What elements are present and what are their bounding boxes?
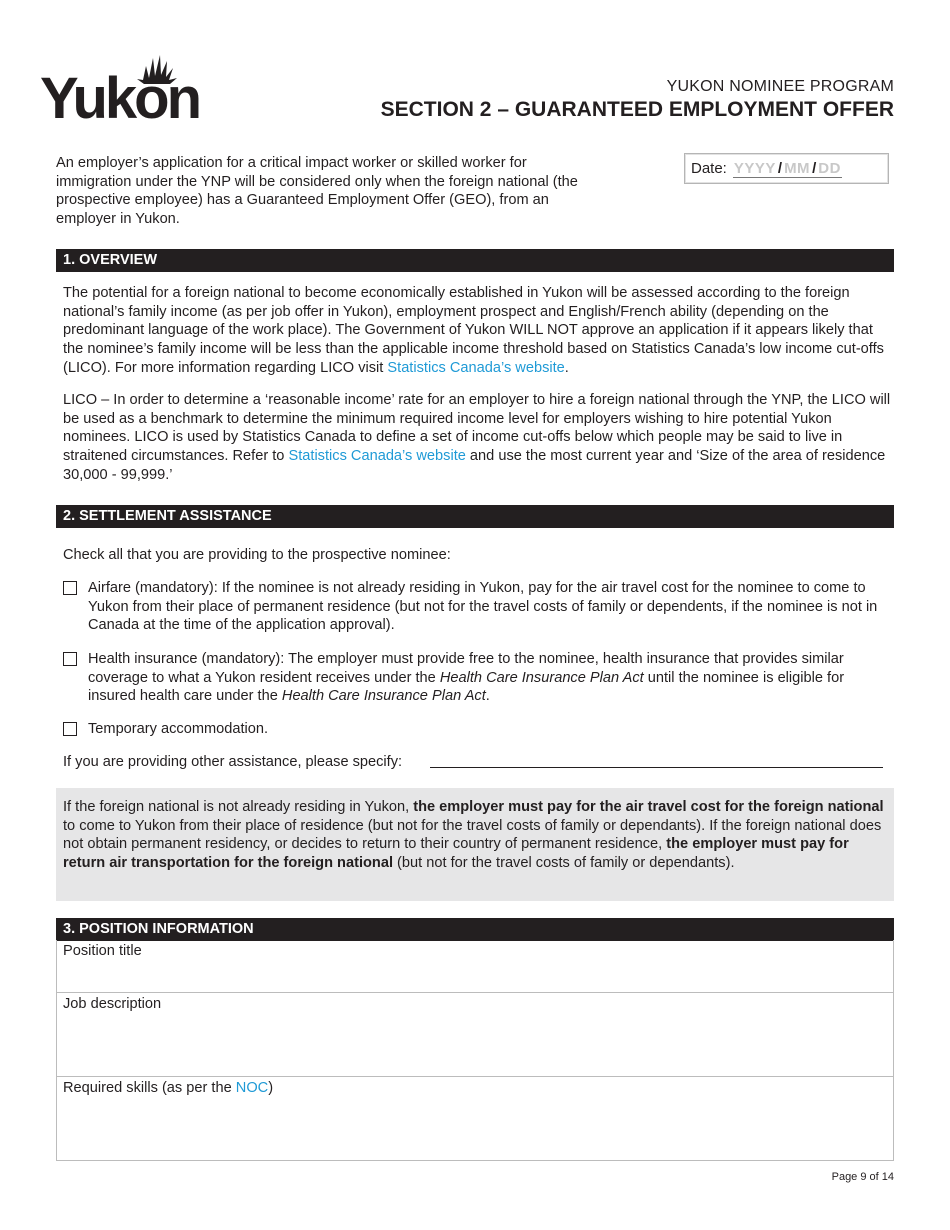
overview-heading: 1. OVERVIEW bbox=[56, 249, 894, 272]
health-insurance-label bbox=[88, 650, 893, 706]
overview-text-1: The potential for a foreign national to become economically established in Yukon will be assessed according to the foreign national’s family income (as per job offer in Yukon), employment prospect and English/French ability (depending on the predominant language of the work place). The Government of Yukon WILL NOT approve an application if it appears likely that the nominee’s family income will be less than the applicable income threshold based on Statistics Canada’s low income cut-offs (LICO). For more information regarding LICO visit bbox=[63, 285, 884, 376]
position-title-label: Position title bbox=[63, 943, 142, 959]
required-skills-field[interactable] bbox=[57, 1077, 893, 1161]
program-name: YUKON NOMINEE PROGRAM bbox=[666, 78, 894, 95]
position-heading: 3. POSITION INFORMATION bbox=[56, 918, 894, 941]
notice-text-1: If the foreign national is not already residing in Yukon, bbox=[63, 799, 414, 815]
overview-text-1-end: . bbox=[564, 359, 569, 376]
health-text-end: . bbox=[485, 688, 490, 705]
date-separator: / bbox=[777, 159, 783, 177]
airfare-notice bbox=[56, 788, 894, 901]
health-act-name: Health Care Insurance Plan Act bbox=[281, 688, 486, 705]
notice-text-2: to come to Yukon from their place of residence (but not for the travel costs of family or dependants). If the foreign national does not obtain permanent residency, or decides to return to their country of permanent residence, bbox=[63, 817, 882, 853]
required-skills-label: Required skills (as per the bbox=[63, 1080, 236, 1096]
health-insurance-option[interactable] bbox=[63, 650, 893, 706]
airfare-option[interactable] bbox=[63, 579, 893, 635]
position-title-field[interactable] bbox=[57, 940, 893, 993]
overview-paragraph-1 bbox=[63, 284, 893, 378]
required-skills-end: ) bbox=[268, 1080, 274, 1096]
date-input[interactable] bbox=[733, 160, 842, 178]
position-table bbox=[56, 940, 894, 1161]
health-text-1: Health insurance (mandatory): The employer must provide free to the nominee, health insurance that provides similar coverage to what a Yukon resident receives under the bbox=[88, 651, 844, 686]
airfare-checkbox[interactable] bbox=[63, 581, 77, 595]
date-label: Date: bbox=[691, 160, 727, 177]
notice-text-3: (but not for the travel costs of family or dependants). bbox=[393, 855, 735, 872]
notice-bold-1: the employer must pay for the air travel cost for the foreign national bbox=[413, 799, 884, 815]
health-insurance-checkbox[interactable] bbox=[63, 652, 77, 666]
date-field[interactable] bbox=[684, 153, 889, 184]
settlement-instruction: Check all that you are providing to the prospective nominee: bbox=[63, 547, 451, 563]
accommodation-label: Temporary accommodation. bbox=[88, 721, 269, 737]
yukon-logo bbox=[40, 52, 215, 124]
health-text-2: until the nominee is eligible for insured health care under the bbox=[88, 669, 845, 705]
date-month-input[interactable]: MM bbox=[784, 159, 811, 177]
accommodation-option[interactable] bbox=[63, 720, 893, 739]
other-assistance-label: If you are providing other assistance, please specify: bbox=[63, 754, 403, 770]
overview-text-2: LICO – In order to determine a ‘reasonable income’ rate for an employer to hire a foreign national through the YNP, the LICO will be used as a benchmark to determine the minimum required income level for employers wishing to hire potential Yukon nominees. LICO is used by Statistics Canada to define a set of income cut-offs below which people may be said to live in straitened circumstances. Refer to bbox=[63, 392, 891, 465]
page-number: Page 9 of 14 bbox=[831, 1171, 894, 1183]
yukon-logo-graphic bbox=[40, 52, 215, 124]
date-day-input[interactable]: DD bbox=[818, 159, 841, 177]
other-assistance-input[interactable] bbox=[430, 767, 883, 768]
statistics-canada-link[interactable]: Statistics Canada’s website bbox=[387, 359, 565, 376]
notice-bold-2: the employer must pay for return air transportation for the foreign national bbox=[63, 836, 849, 872]
accommodation-checkbox[interactable] bbox=[63, 722, 77, 736]
noc-link[interactable]: NOC bbox=[235, 1080, 269, 1096]
job-description-label: Job description bbox=[63, 996, 162, 1012]
job-description-field[interactable] bbox=[57, 993, 893, 1077]
health-act-name: Health Care Insurance Plan Act bbox=[439, 669, 644, 686]
statistics-canada-link[interactable]: Statistics Canada’s website bbox=[288, 448, 466, 465]
page-title: SECTION 2 – GUARANTEED EMPLOYMENT OFFER bbox=[380, 98, 894, 121]
logo-wordmark: Yukon bbox=[40, 66, 200, 124]
airfare-label: Airfare (mandatory): If the nominee is not already residing in Yukon, pay for the air travel cost for the nominee to come to Yukon from their place of permanent residence (but not for the travel costs of family or dependents, if the nominee is not in Canada at the time of the application approval). bbox=[88, 580, 878, 634]
date-year-input[interactable]: YYYY bbox=[733, 159, 776, 177]
date-separator: / bbox=[812, 159, 817, 177]
intro-text: An employer’s application for a critical impact worker or skilled worker for immigration under the YNP will be considered only when the foreign national (the prospective employee) has a Guaranteed Employment Offer (GEO), from an employer in Yukon. bbox=[56, 155, 578, 227]
settlement-heading: 2. SETTLEMENT ASSISTANCE bbox=[56, 505, 894, 528]
overview-paragraph-2 bbox=[63, 391, 893, 485]
overview-text-2-end: and use the most current year and ‘Size of the area of residence 30,000 - 99,999.’ bbox=[63, 448, 886, 483]
